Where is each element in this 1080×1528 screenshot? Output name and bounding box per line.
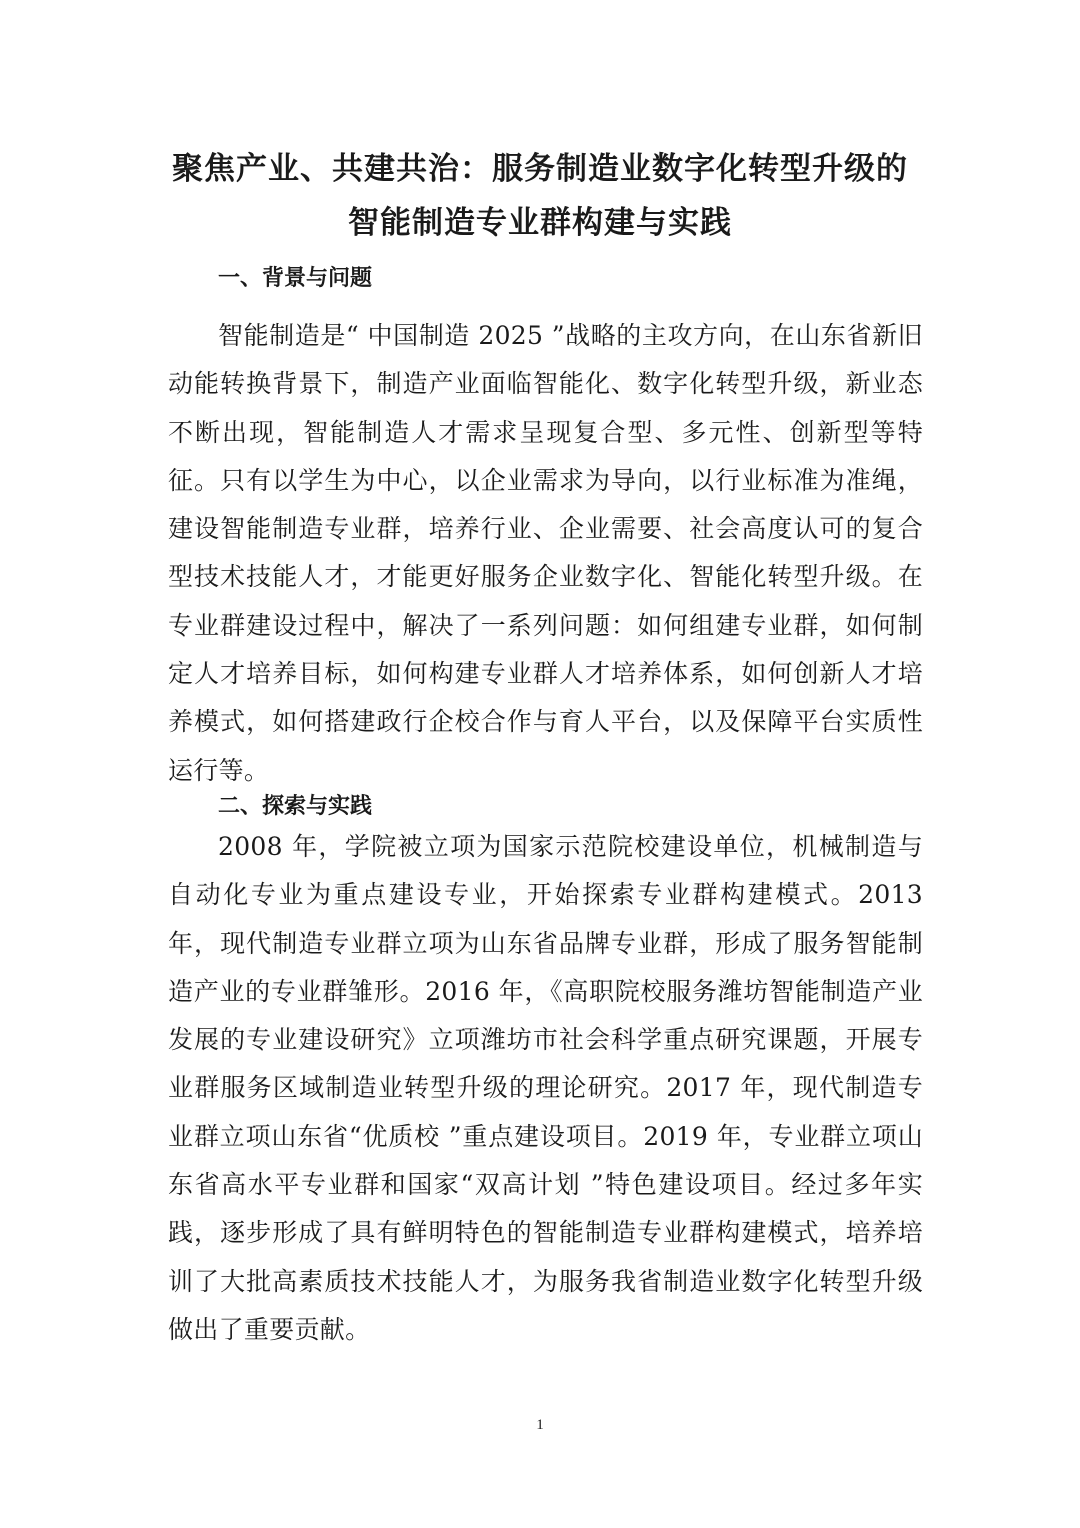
page-number: 1 xyxy=(536,1417,544,1433)
section-paragraph-practice: 2008 年，学院被立项为国家示范院校建设单位，机械制造与 自动化专业为重点建设专业，开始探索专业群构建模式。2013 年，现代制造专业群立项为山东省品牌专业群，形成了服务智能制造产业的专业群雏形。2016 年，《高职院校服务潍坊智能制造产业发展的专业建设研究》立项潍坊市社会科学重点研究课题，开展专业群服务区域制造业转型升级的理论研究。2017 年，现代制造专业群立项山东省“优质校 ”重点建设项目。2019 年，专业群立项山东省高水平专业群和国家“双高计划 ”特色建设项目。经过多年实践，逐步形成了具有鲜明特色的智能制造专业群构建模式，培养培训了大批高素质技术技能人才，为服务我省制造业数字化转型升级做出了重要贡献。 xyxy=(168,832,923,1344)
section-heading-background: 一、背景与问题 xyxy=(218,266,373,291)
section-paragraph-background: 智能制造是“ 中国制造 2025 ”战略的主攻方向，在山东省新旧动能转换背景下，制造产业面临智能化、数字化转型升级，新业态不断出现，智能制造人才需求呈现复合型、多元性、创新型等特征。只有以学生为中心，以企业需求为导向，以行业标准为准绳，建设智能制造专业群，培养行业、企业需要、社会高度认可的复合型技术技能人才，才能更好服务企业数字化、智能化转型升级。在专业群建设过程中，解决了一系列问题：如何组建专业群，如何制定人才培养目标，如何构建专业群人才培养体系，如何创新人才培养模式，如何搭建政行企校合作与育人平台，以及保障平台实质性运行等。 xyxy=(168,321,923,785)
section-heading-practice: 二、探索与实践 xyxy=(218,794,373,819)
document-title-line-2: 智能制造专业群构建与实践 xyxy=(348,205,732,241)
document-title-line-1: 聚焦产业、共建共治：服务制造业数字化转型升级的 xyxy=(172,151,908,187)
